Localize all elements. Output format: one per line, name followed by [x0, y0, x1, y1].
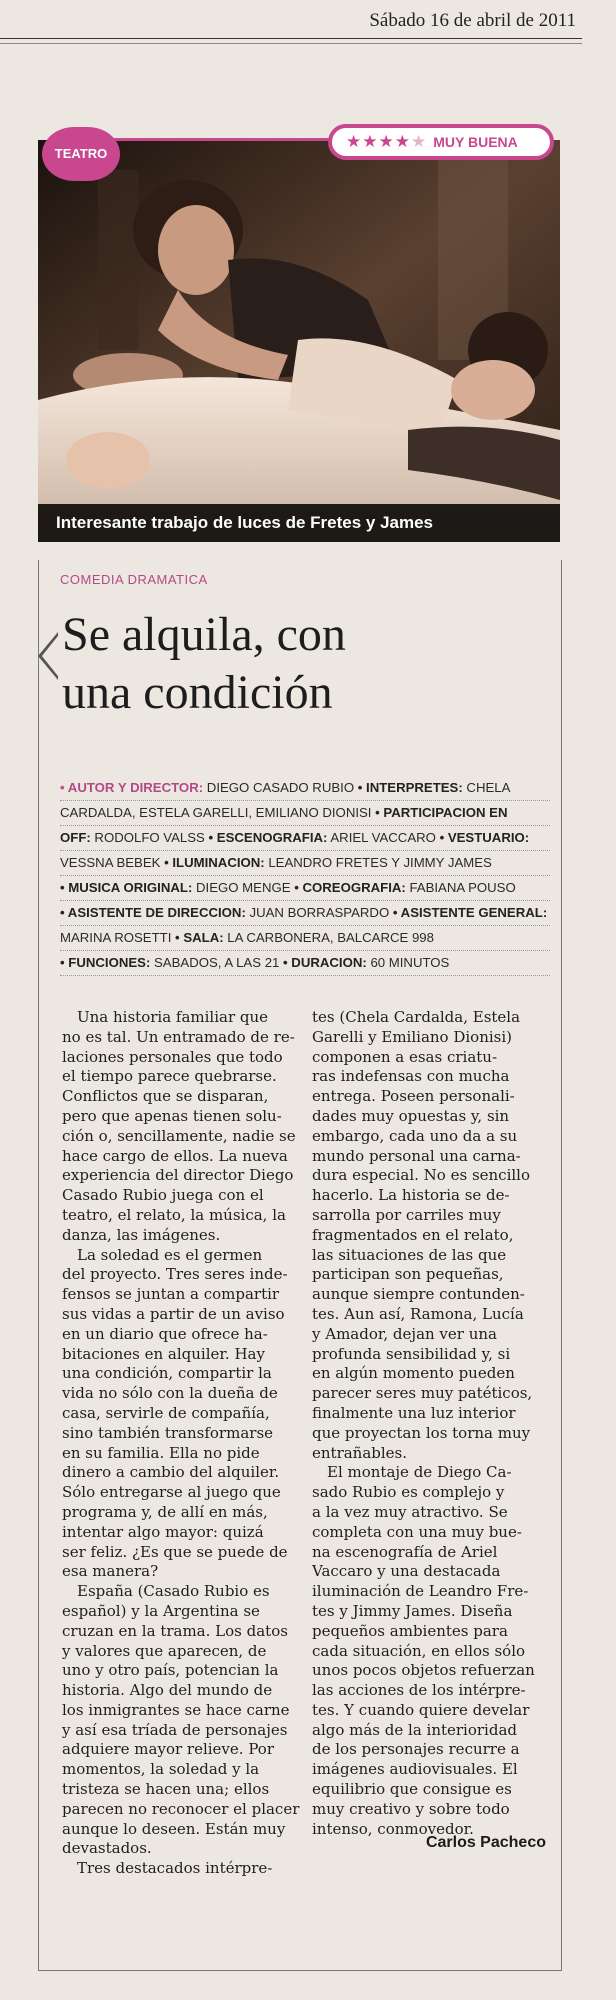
body-line: historia. Algo del mundo de	[62, 1681, 273, 1700]
body-line: los inmigrantes se hace carne	[62, 1700, 290, 1719]
headline-line-2: una condición	[62, 666, 333, 719]
body-line: esa manera?	[62, 1562, 159, 1581]
body-line: El montaje de Diego Ca-	[312, 1463, 512, 1482]
star-icon: ★	[362, 132, 379, 152]
body-column-left	[62, 1008, 300, 1879]
body-line: cruzan en la trama. Los datos	[62, 1621, 288, 1640]
body-line: español) y la Argentina se	[62, 1601, 260, 1620]
credit-value: DIEGO MENGE	[192, 880, 295, 895]
body-line: cada situación, en ellos sólo	[312, 1641, 526, 1660]
star-icon: ★	[411, 132, 428, 152]
credit-value: RODOLFO VALSS	[90, 830, 209, 845]
body-line: bitaciones en alquiler. Hay	[62, 1344, 265, 1363]
body-line: participan son pequeñas,	[312, 1265, 504, 1284]
body-line: experiencia del director Diego	[62, 1166, 294, 1185]
body-line: parecer seres muy patéticos,	[312, 1384, 533, 1403]
body-line: y valores que aparecen, de	[62, 1641, 267, 1660]
body-line: componen a esas criatu-	[312, 1047, 498, 1066]
credit-value: DIEGO CASADO RUBIO	[203, 780, 358, 795]
body-line: no es tal. Un entramado de re-	[62, 1027, 295, 1046]
body-line: Sólo entregarse al juego que	[62, 1483, 281, 1502]
body-line: fragmentados en el relato,	[312, 1225, 514, 1244]
headline	[62, 606, 542, 722]
body-line: ción o, sencillamente, nadie se	[62, 1126, 296, 1145]
body-line: las acciones de los intérpre-	[312, 1681, 526, 1700]
body-line: danza, las imágenes.	[62, 1225, 221, 1244]
body-line: parecen no reconocer el placer	[62, 1799, 300, 1818]
body-line: tes. Y cuando quiere develar	[312, 1700, 530, 1719]
genre-label: COMEDIA DRAMATICA	[60, 572, 208, 587]
body-line: Vaccaro y una destacada	[312, 1562, 501, 1581]
credit-value: VESSNA BEBEK	[60, 855, 165, 870]
rating-stars	[346, 132, 427, 152]
body-line: hacerlo. La historia se de-	[312, 1186, 510, 1205]
photo-illustration	[38, 140, 560, 542]
top-rule-thin	[0, 43, 582, 44]
credit-label: • ESCENOGRAFIA:	[208, 830, 328, 845]
body-line: del proyecto. Tres seres inde-	[62, 1265, 288, 1284]
body-line: vida no sólo con la dueña de	[62, 1384, 278, 1403]
credit-value: LEANDRO FRETES Y JIMMY JAMES	[264, 855, 492, 870]
body-line: muy creativo y sobre todo	[312, 1799, 510, 1818]
credit-value: CARDALDA, ESTELA GARELLI, EMILIANO DIONISI	[60, 805, 376, 820]
body-line: dinero a cambio del alquiler.	[62, 1463, 280, 1482]
body-line: una condición, compartir la	[62, 1364, 272, 1383]
body-line: sus vidas a partir de un aviso	[62, 1304, 285, 1323]
body-line: Una historia familiar que	[62, 1008, 269, 1026]
body-line: equilibrio que consigue es	[312, 1780, 512, 1799]
credit-label: • INTERPRETES:	[357, 780, 463, 795]
credits-row	[60, 951, 550, 976]
body-line: entrañables.	[312, 1443, 408, 1462]
body-line: España (Casado Rubio es	[62, 1582, 270, 1601]
section-badge: TEATRO	[42, 127, 120, 181]
credit-label: •	[60, 780, 68, 795]
headline-notch-icon	[36, 632, 58, 680]
credit-value: SABADOS, A LAS 21	[150, 955, 284, 970]
credit-label: • ASISTENTE DE DIRECCION:	[60, 905, 246, 920]
body-line: tes. Aun así, Ramona, Lucía	[312, 1304, 524, 1323]
body-line: y Amador, dejan ver una	[312, 1324, 497, 1343]
credit-value: JUAN BORRASPARDO	[245, 905, 393, 920]
body-line: Casado Rubio juega con el	[62, 1186, 264, 1205]
body-line: tristeza se hacen una; ellos	[62, 1780, 270, 1799]
body-line: algo más de la interioridad	[312, 1720, 518, 1739]
body-line: hace cargo de ellos. La nueva	[62, 1146, 288, 1165]
body-line: a la vez muy atractivo. Se	[312, 1502, 508, 1521]
photo-caption: Interesante trabajo de luces de Fretes y James	[38, 504, 560, 542]
credit-value: MARINA ROSETTI	[60, 930, 176, 945]
body-line: en su familia. Ella no pide	[62, 1443, 260, 1462]
body-column-right	[312, 1008, 544, 1839]
credit-label: AUTOR Y DIRECTOR:	[67, 780, 204, 795]
body-line: en un diario que ofrece ha-	[62, 1324, 268, 1343]
credit-value: FABIANA POUSO	[405, 880, 516, 895]
badge-connector	[110, 138, 330, 141]
body-line: sarrolla por carriles muy	[312, 1205, 501, 1224]
dateline: Sábado 16 de abril de 2011	[369, 10, 576, 31]
credits-row	[60, 926, 550, 951]
rating-pill	[328, 124, 554, 160]
top-rule	[0, 38, 582, 39]
body-line: momentos, la soledad y la	[62, 1760, 260, 1779]
body-line: pero que apenas tienen solu-	[62, 1106, 282, 1125]
credit-label: • FUNCIONES:	[60, 955, 151, 970]
body-line: na escenografía de Ariel	[312, 1542, 498, 1561]
body-line: iluminación de Leandro Fre-	[312, 1582, 529, 1601]
credit-label: • MUSICA ORIGINAL:	[60, 880, 193, 895]
body-line: que proyectan los torna muy	[312, 1423, 531, 1442]
credit-label: OFF:	[60, 830, 91, 845]
headline-line-1: Se alquila, con	[62, 608, 346, 661]
credit-label: • COREOGRAFIA:	[294, 880, 406, 895]
credits-block	[60, 776, 550, 976]
credits-row	[60, 801, 550, 826]
article-photo	[38, 140, 560, 542]
body-line: Tres destacados intérpre-	[62, 1859, 273, 1878]
body-line: teatro, el relato, la música, la	[62, 1205, 286, 1224]
body-line: laciones personales que todo	[62, 1047, 283, 1066]
body-line: embargo, cada uno da a su	[312, 1126, 518, 1145]
body-line: en algún momento pueden	[312, 1364, 515, 1383]
body-line: ras indefensas con mucha	[312, 1067, 510, 1086]
body-line: tes y Jimmy James. Diseña	[312, 1601, 513, 1620]
credit-label: • ASISTENTE GENERAL:	[392, 905, 548, 920]
body-line: unos pocos objetos refuerzan	[312, 1661, 535, 1680]
body-line: fensos se juntan a compartir	[62, 1285, 280, 1304]
body-line: intenso, conmovedor.	[312, 1819, 474, 1838]
body-line: pequeños ambientes para	[312, 1621, 508, 1640]
credit-label: • SALA:	[175, 930, 224, 945]
body-line: Conflictos que se disparan,	[62, 1087, 269, 1106]
credit-label: • ILUMINACION:	[164, 855, 265, 870]
body-line: aunque siempre contunden-	[312, 1285, 525, 1304]
body-line: completa con una muy bue-	[312, 1522, 522, 1541]
body-line: La soledad es el germen	[62, 1245, 263, 1264]
credits-row	[60, 876, 550, 901]
body-line: programa y, de allí en más,	[62, 1502, 268, 1521]
body-line: devastados.	[62, 1839, 152, 1858]
body-line: adquiere mayor relieve. Por	[62, 1740, 274, 1759]
body-line: ser feliz. ¿Es que se puede de	[62, 1542, 288, 1561]
star-icon: ★	[346, 132, 363, 152]
body-line: sado Rubio es complejo y	[312, 1483, 505, 1502]
credit-value: 60 MINUTOS	[366, 955, 450, 970]
body-line: imágenes audiovisuales. El	[312, 1760, 518, 1779]
body-line: finalmente una luz interior	[312, 1403, 516, 1422]
credits-row	[60, 901, 550, 926]
body-line: uno y otro país, potencian la	[62, 1661, 279, 1680]
body-line: Garelli y Emiliano Dionisi)	[312, 1027, 513, 1046]
body-line: dades muy opuestas y, sin	[312, 1106, 510, 1125]
credit-value: LA CARBONERA, BALCARCE 998	[223, 930, 434, 945]
credits-row	[60, 826, 550, 851]
body-line: aunque lo deseen. Están muy	[62, 1819, 286, 1838]
body-line: el tiempo parece quebrarse.	[62, 1067, 277, 1086]
rating-label: MUY BUENA	[433, 134, 518, 150]
credit-value: ARIEL VACCARO	[327, 830, 440, 845]
credit-value: CHELA	[462, 780, 511, 795]
body-line: profunda sensibilidad y, si	[312, 1344, 511, 1363]
body-line: mundo personal una carna-	[312, 1146, 521, 1165]
credit-label: • PARTICIPACION EN	[375, 805, 508, 820]
byline: Carlos Pacheco	[425, 1834, 546, 1851]
star-icon: ★	[378, 132, 395, 152]
body-line: casa, servirle de compañía,	[62, 1403, 270, 1422]
star-icon: ★	[394, 132, 411, 152]
body-line: intentar algo mayor: quizá	[62, 1522, 264, 1541]
credit-label: • DURACION:	[283, 955, 367, 970]
body-line: dura especial. No es sencillo	[312, 1166, 530, 1185]
body-line: de los personajes recurre a	[312, 1740, 520, 1759]
body-line: entrega. Poseen personali-	[312, 1087, 515, 1106]
body-line: tes (Chela Cardalda, Estela	[312, 1008, 521, 1026]
credits-row	[60, 776, 550, 801]
body-line: y así esa tríada de personajes	[62, 1720, 288, 1739]
credit-label: • VESTUARIO:	[439, 830, 530, 845]
body-line: las situaciones de las que	[312, 1245, 507, 1264]
credits-row	[60, 851, 550, 876]
body-line: sino también transformarse	[62, 1423, 274, 1442]
